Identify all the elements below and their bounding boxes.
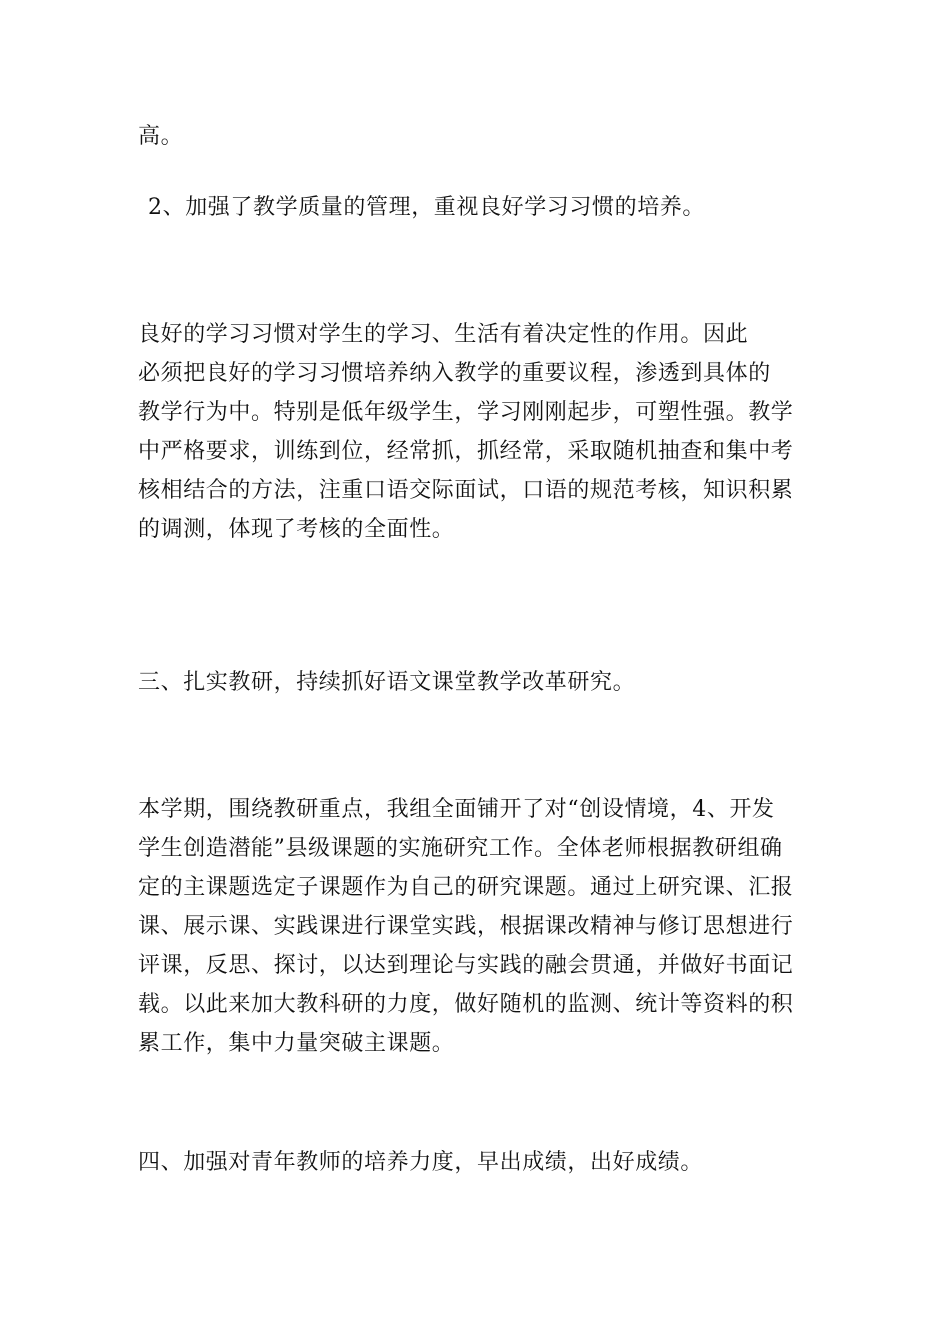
paragraph-study-habits — [138, 315, 828, 549]
text-line: 核相结合的方法，注重口语交际面试，口语的规范考核，知识积累 — [138, 478, 794, 503]
text-line: 三、扎实教研，持续抓好语文课堂教学改革研究。 — [138, 670, 636, 695]
text-line: 载。以此来加大教科研的力度，做好随机的监测、统计等资料的积 — [138, 992, 794, 1017]
text-line: 本学期，围绕教研重点，我组全面铺开了对“创设情境，4、开发 — [138, 797, 775, 822]
text-line: 四、加强对青年教师的培养力度，早出成绩，出好成绩。 — [138, 1150, 704, 1175]
text-line: 良好的学习习惯对学生的学习、生活有着决定性的作用。因此 — [138, 322, 749, 347]
text-line: 2、加强了教学质量的管理，重视良好学习习惯的培养。 — [148, 195, 705, 220]
text-line: 累工作，集中力量突破主课题。 — [138, 1031, 455, 1056]
text-line: 的调测，体现了考核的全面性。 — [138, 517, 455, 542]
paragraph-continuation — [138, 117, 828, 156]
text-line: 高。 — [138, 124, 184, 149]
text-line: 评课，反思、探讨，以达到理论与实践的融会贯通，并做好书面记 — [138, 953, 794, 978]
section-heading-4 — [138, 1143, 828, 1182]
text-line: 定的主课题选定子课题作为自己的研究课题。通过上研究课、汇报 — [138, 875, 794, 900]
text-line: 必须把良好的学习习惯培养纳入教学的重要议程，渗透到具体的 — [138, 361, 771, 386]
text-line: 教学行为中。特别是低年级学生，学习刚刚起步，可塑性强。教学 — [138, 400, 794, 425]
paragraph-teaching-research — [138, 790, 828, 1063]
section-heading-2 — [148, 188, 838, 227]
text-line: 中严格要求，训练到位，经常抓，抓经常，采取随机抽查和集中考 — [138, 439, 794, 464]
section-heading-3 — [138, 663, 828, 702]
text-line: 课、展示课、实践课进行课堂实践，根据课改精神与修订思想进行 — [138, 914, 794, 939]
text-line: 学生创造潜能”县级课题的实施研究工作。全体老师根据教研组确 — [138, 836, 783, 861]
